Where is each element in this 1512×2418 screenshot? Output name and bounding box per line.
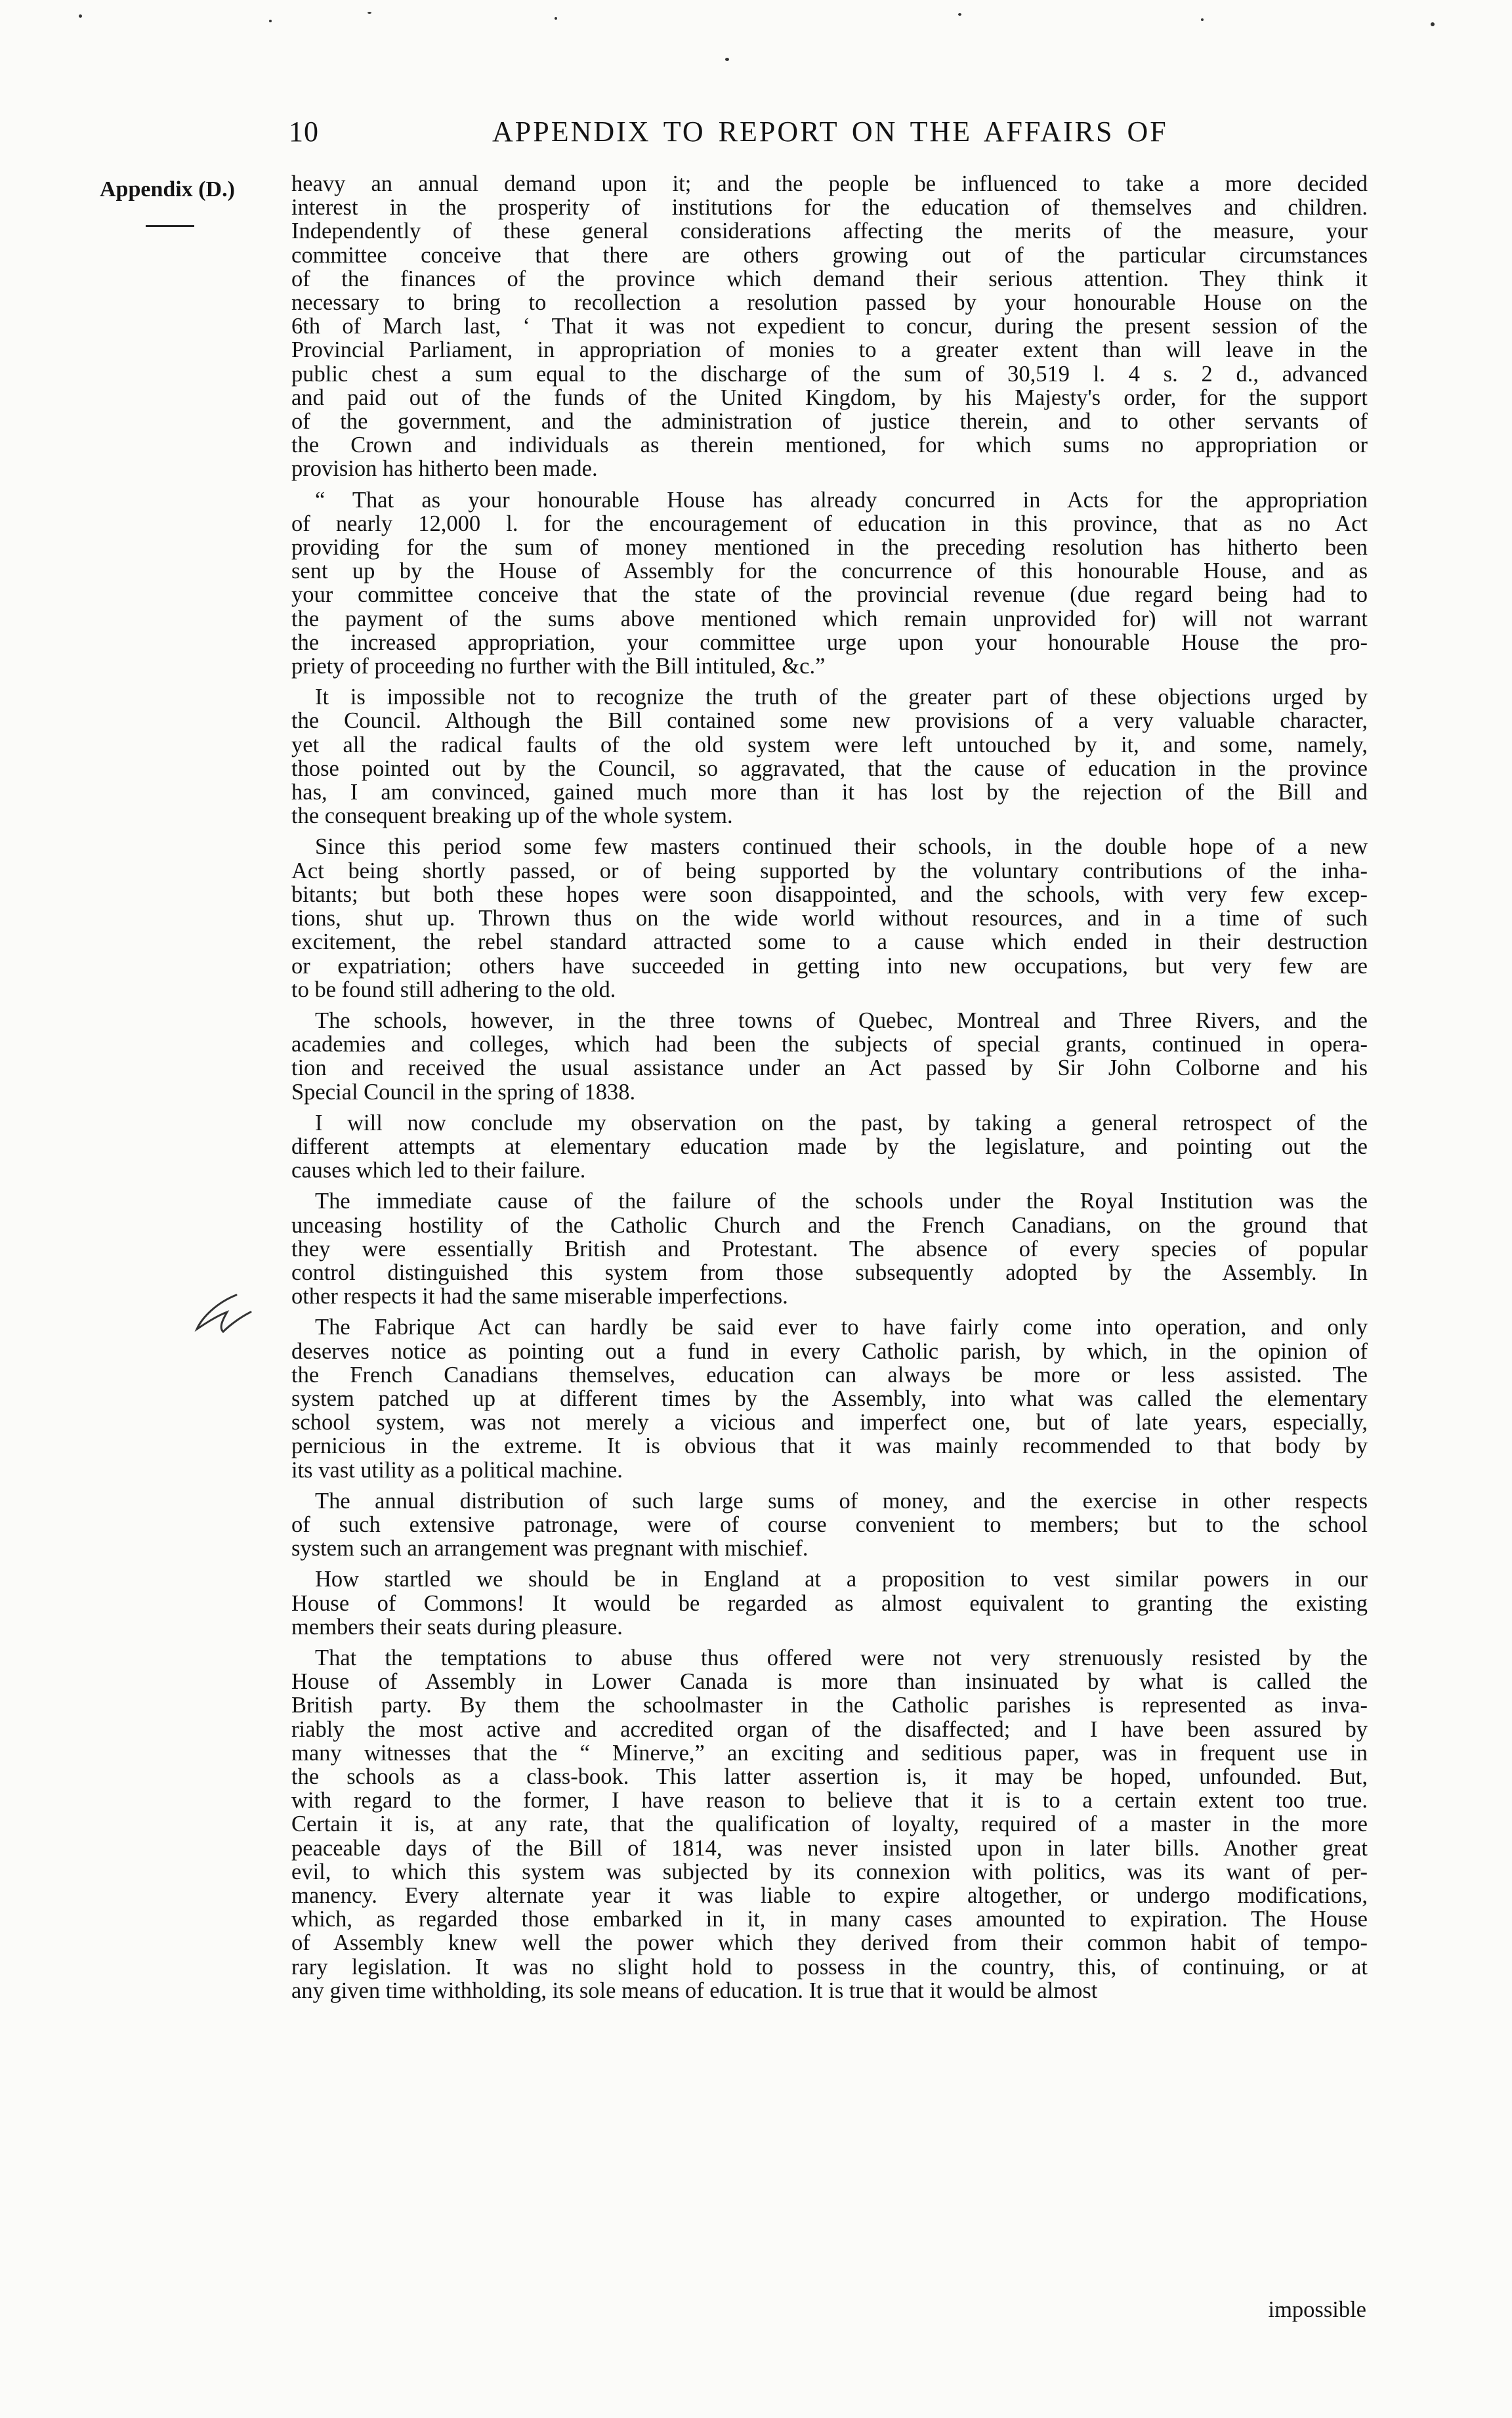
text-line: or expatriation; others have succeeded in getting into new occupations, but very few are	[291, 953, 1368, 979]
text-line: and paid out of the funds of the United Kingdom, by his Majesty's order, for the support	[291, 385, 1368, 410]
text-line: The schools, however, in the three towns of Quebec, Montreal and Three Rivers, and the	[315, 1007, 1368, 1033]
body-text	[291, 172, 1368, 2390]
text-line: has, I am convinced, gained much more than it has lost by the rejection of the Bill and	[291, 780, 1368, 805]
text-line: any given time withholding, its sole means of education. It is true that it would be almost	[291, 1978, 1098, 2003]
text-line: the increased appropriation, your committee urge upon your honourable House the pro-	[291, 629, 1368, 655]
paragraph	[291, 1489, 1368, 1561]
scan-speck	[725, 58, 729, 61]
text-line: British party. By them the schoolmaster in the Catholic parishes is represented as inva-	[291, 1693, 1368, 1718]
text-line: public chest a sum equal to the discharge of the sum of 30,519 l. 4 s. 2 d., advanced	[291, 361, 1368, 387]
text-line: causes which led to their failure.	[291, 1158, 586, 1183]
text-line: It is impossible not to recognize the truth of the greater part of these objections urged by	[315, 685, 1368, 710]
text-line: House of Assembly in Lower Canada is more than insinuated by what is called the	[291, 1669, 1368, 1695]
text-line: of nearly 12,000 l. for the encouragement of education in this province, that as no Act	[291, 511, 1368, 536]
catchword: impossible	[1268, 2297, 1366, 2322]
text-line: the Crown and individuals as therein mentioned, for which sums no appropriation or	[291, 433, 1368, 458]
text-line: pernicious in the extreme. It is obvious that it was mainly recommended to that body by	[291, 1433, 1368, 1459]
text-line: of such extensive patronage, were of course convenient to members; but to the school	[291, 1512, 1368, 1537]
scan-speck	[269, 20, 272, 22]
paragraph	[291, 1189, 1368, 1308]
paragraph	[291, 1315, 1368, 1481]
scan-speck	[1201, 18, 1204, 21]
text-line: Certain it is, at any rate, that the qualification of loyalty, required of a master in the more	[291, 1812, 1368, 1837]
text-line: yet all the radical faults of the old system were left untouched by it, and some, namely,	[291, 732, 1368, 757]
text-line: the Council. Although the Bill contained some new provisions of a very valuable character,	[291, 708, 1368, 734]
running-title: APPENDIX TO REPORT ON THE AFFAIRS OF	[492, 116, 1168, 148]
text-line: other respects it had the same miserable imperfections.	[291, 1284, 788, 1309]
text-line: members their seats during pleasure.	[291, 1614, 623, 1640]
text-line: which, as regarded those embarked in it, in many cases amounted to expiration. The House	[291, 1907, 1368, 1932]
scan-speck	[368, 12, 371, 14]
page-header	[289, 115, 1312, 154]
text-line: of Assembly knew well the power which they derived from their common habit of tempo-	[291, 1930, 1368, 1956]
text-line: I will now conclude my observation on the past, by taking a general retrospect of the	[315, 1110, 1368, 1135]
text-line: excitement, the rebel standard attracted some to a cause which ended in their destruction	[291, 929, 1368, 955]
text-line: providing for the sum of money mentioned in the preceding resolution has hitherto been	[291, 535, 1368, 561]
paragraph	[291, 1009, 1368, 1104]
paragraph	[291, 835, 1368, 1001]
margin-note: Appendix (D.)	[100, 177, 235, 202]
paragraph	[291, 488, 1368, 679]
text-line: evil, to which this system was subjected by its connexion with politics, was its want of per-	[291, 1859, 1368, 1884]
paragraph	[291, 685, 1368, 828]
text-line: priety of proceeding no further with the Bill intituled, &c.”	[291, 654, 826, 679]
text-line: That the temptations to abuse thus offered were not very strenuously resisted by the	[315, 1645, 1368, 1670]
text-line: committee conceive that there are others growing out of the particular circumstances	[291, 242, 1368, 268]
text-line: they were essentially British and Protestant. The absence of every species of popular	[291, 1236, 1368, 1262]
text-line: tion and received the usual assistance under an Act passed by Sir John Colborne and his	[291, 1055, 1368, 1081]
scan-speck	[79, 14, 82, 18]
text-line: rary legislation. It was no slight hold to possess in the country, this, of continuing, or at	[291, 1954, 1368, 1980]
text-line: the French Canadians themselves, education can always be more or less assisted. The	[291, 1362, 1368, 1388]
paragraph	[291, 1111, 1368, 1183]
text-line: heavy an annual demand upon it; and the people be influenced to take a more decided	[291, 171, 1368, 196]
paragraph	[291, 1567, 1368, 1639]
text-line: school system, was not merely a vicious and imperfect one, but of late years, especially,	[291, 1410, 1368, 1435]
text-line: tions, shut up. Thrown thus on the wide world without resources, and in a time of such	[291, 906, 1368, 931]
text-line: system such an arrangement was pregnant with mischief.	[291, 1536, 808, 1561]
text-line: The immediate cause of the failure of the schools under the Royal Institution was the	[315, 1189, 1368, 1214]
text-line: interest in the prosperity of institutions for the education of themselves and children.	[291, 195, 1368, 221]
text-line: unceasing hostility of the Catholic Church and the French Canadians, on the ground that	[291, 1212, 1368, 1238]
text-line: provision has hitherto been made.	[291, 456, 598, 482]
text-line: its vast utility as a political machine.	[291, 1457, 623, 1483]
text-line: Special Council in the spring of 1838.	[291, 1079, 636, 1105]
text-line: to be found still adhering to the old.	[291, 977, 616, 1002]
text-line: The annual distribution of such large sums of money, and the exercise in other respects	[315, 1488, 1368, 1514]
text-line: with regard to the former, I have reason to believe that it is to a certain extent too true.	[291, 1788, 1368, 1813]
text-line: different attempts at elementary education made by the legislature, and pointing out the	[291, 1134, 1368, 1159]
text-line: academies and colleges, which had been the subjects of special grants, continued in opera-	[291, 1032, 1368, 1057]
text-line: “ That as your honourable House has already concurred in Acts for the appropriation	[315, 487, 1368, 513]
text-line: the payment of the sums above mentioned which remain unprovided for) will not warrant	[291, 606, 1368, 631]
paragraph	[291, 172, 1368, 481]
text-line: Act being shortly passed, or of being supported by the voluntary contributions of the inha-	[291, 858, 1368, 883]
text-line: the consequent breaking up of the whole system.	[291, 803, 733, 829]
text-line: manency. Every alternate year it was liable to expire altogether, or undergo modifications,	[291, 1883, 1368, 1909]
text-line: the schools as a class-book. This latter assertion is, it may be hoped, unfounded. But,	[291, 1764, 1368, 1789]
text-line: Provincial Parliament, in appropriation of monies to a greater extent than will leave in the	[291, 337, 1368, 363]
text-line: deserves notice as pointing out a fund in every Catholic parish, by which, in the opinion of	[291, 1338, 1368, 1364]
text-line: of the government, and the administration of justice therein, and to other servants of	[291, 409, 1368, 435]
pencil-mark-icon	[190, 1290, 289, 1342]
scan-speck	[555, 17, 557, 20]
scan-speck	[958, 13, 961, 16]
text-line: your committee conceive that the state of the provincial revenue (due regard being had to	[291, 582, 1368, 608]
text-line: How startled we should be in England at a proposition to vest similar powers in our	[315, 1567, 1368, 1592]
scan-speck	[1431, 22, 1435, 26]
text-line: 6th of March last, ‘ That it was not expedient to concur, during the present session of the	[291, 314, 1368, 339]
text-line: control distinguished this system from those subsequently adopted by the Assembly. In	[291, 1260, 1368, 1285]
text-line: sent up by the House of Assembly for the concurrence of this honourable House, and as	[291, 559, 1368, 584]
text-line: riably the most active and accredited organ of the disaffected; and I have been assured by	[291, 1716, 1368, 1742]
page-number: 10	[289, 116, 319, 148]
text-line: bitants; but both these hopes were soon disappointed, and the schools, with very few excep-	[291, 881, 1368, 907]
text-line: peaceable days of the Bill of 1814, was never insisted upon in later bills. Another great	[291, 1835, 1368, 1861]
text-line: of the finances of the province which demand their serious attention. They think it	[291, 266, 1368, 291]
margin-rule	[146, 225, 194, 227]
text-line: Since this period some few masters continued their schools, in the double hope of a new	[315, 834, 1368, 860]
text-line: The Fabrique Act can hardly be said ever to have fairly come into operation, and only	[315, 1315, 1368, 1340]
text-line: necessary to bring to recollection a resolution passed by your honourable House on the	[291, 290, 1368, 316]
text-line: those pointed out by the Council, so aggravated, that the cause of education in the province	[291, 755, 1368, 781]
text-line: House of Commons! It would be regarded as almost equivalent to granting the existing	[291, 1590, 1368, 1616]
text-line: many witnesses that the “ Minerve,” an exciting and seditious paper, was in frequent use in	[291, 1740, 1368, 1766]
text-line: Independently of these general considerations affecting the merits of the measure, your	[291, 219, 1368, 244]
paragraph	[291, 1646, 1368, 2003]
text-line: system patched up at different times by the Assembly, into what was called the elementary	[291, 1386, 1368, 1411]
